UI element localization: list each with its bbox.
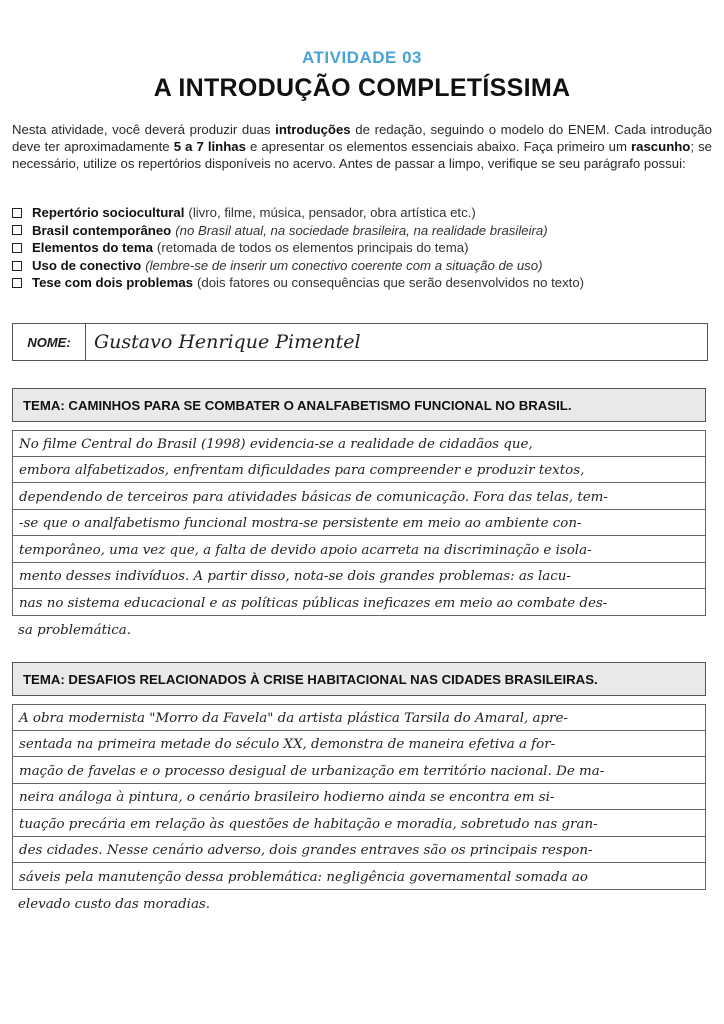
checklist-item-label: Brasil contemporâneo xyxy=(32,222,172,238)
instructions-emphasis: 5 a 7 linhas xyxy=(173,139,246,155)
handwritten-line[interactable]: A obra modernista "Morro da Favela" da artista plástica Tarsila do Amaral, apre- xyxy=(12,704,706,731)
checkbox-icon[interactable] xyxy=(12,261,22,271)
checklist-item-detail: (dois fatores ou consequências que serão desenvolvidos no texto) xyxy=(197,275,585,291)
name-label: NOME: xyxy=(13,324,86,360)
checklist-item-label: Elementos do tema xyxy=(32,240,153,256)
handwritten-line[interactable]: mento desses indivíduos. A partir disso, nota-se dois grandes problemas: as lacu- xyxy=(12,563,706,590)
essay-section-1 xyxy=(12,388,706,642)
checklist-item-detail: (no Brasil atual, na sociedade brasileira, na realidade brasileira) xyxy=(175,222,548,238)
activity-number: ATIVIDADE 03 xyxy=(302,48,422,67)
handwritten-line[interactable]: mação de favelas e o processo desigual de urbanização em território nacional. De ma- xyxy=(12,757,706,784)
checkbox-icon[interactable] xyxy=(12,208,22,218)
checkbox-icon[interactable] xyxy=(12,243,22,253)
checklist-item-detail: (retomada de todos os elementos principais do tema) xyxy=(156,240,469,256)
handwritten-line[interactable]: neira análoga à pintura, o cenário brasileiro hodierno ainda se encontra em si- xyxy=(12,784,706,811)
handwritten-line[interactable]: sentada na primeira metade do século XX, demonstra de maneira efetiva a for- xyxy=(12,731,706,758)
handwritten-line[interactable]: temporâneo, uma vez que, a falta de devido apoio acarreta na discriminação e isola- xyxy=(12,536,706,563)
handwritten-line[interactable]: No filme Central do Brasil (1998) evidencia-se a realidade de cidadãos que, xyxy=(12,430,706,457)
handwritten-line[interactable]: embora alfabetizados, enfrentam dificuldades para compreender e produzir textos, xyxy=(12,457,706,484)
checklist-item xyxy=(12,239,712,257)
requirements-checklist xyxy=(12,204,712,292)
checklist-item-label: Tese com dois problemas xyxy=(32,275,193,291)
handwritten-line[interactable]: tuação precária em relação às questões de habitação e moradia, sobretudo nas gran- xyxy=(12,810,706,837)
name-input[interactable]: Gustavo Henrique Pimentel xyxy=(94,331,361,353)
writing-lines xyxy=(12,430,706,642)
checklist-item-detail: (livro, filme, música, pensador, obra artística etc.) xyxy=(188,205,476,220)
handwritten-line[interactable]: elevado custo das moradias. xyxy=(18,897,211,912)
handwritten-line[interactable]: des cidades. Nesse cenário adverso, dois grandes entraves são os principais respon- xyxy=(12,837,706,864)
instructions-text: Nesta atividade, você deverá produzir duas xyxy=(12,122,276,137)
handwritten-line[interactable]: nas no sistema educacional e as políticas públicas ineficazes em meio ao combate des- xyxy=(12,589,706,616)
handwritten-line[interactable]: -se que o analfabetismo funcional mostra-se persistente em meio ao ambiente con- xyxy=(12,510,706,537)
page-title: A INTRODUÇÃO COMPLETÍSSIMA xyxy=(153,74,571,102)
checklist-item xyxy=(12,257,712,275)
checklist-item xyxy=(12,274,712,292)
instructions-emphasis: rascunho xyxy=(631,139,691,155)
checklist-item xyxy=(12,204,712,222)
instructions-emphasis: introduções xyxy=(275,122,351,137)
checklist-item-detail: (lembre-se de inserir um conectivo coerente com a situação de uso) xyxy=(145,257,543,273)
checkbox-icon[interactable] xyxy=(12,278,22,288)
instructions-text: de redação, seguindo o modelo do ENEM. Cada introdução deve ter aproximadamente xyxy=(12,122,713,155)
checkbox-icon[interactable] xyxy=(12,225,22,235)
essay-theme: TEMA: CAMINHOS PARA SE COMBATER O ANALFABETISMO FUNCIONAL NO BRASIL. xyxy=(12,388,706,422)
essay-theme: TEMA: DESAFIOS RELACIONADOS À CRISE HABITACIONAL NAS CIDADES BRASILEIRAS. xyxy=(12,662,706,696)
checklist-item-label: Uso de conectivo xyxy=(32,257,142,273)
essay-section-2 xyxy=(12,662,706,916)
name-field xyxy=(12,323,708,361)
handwritten-line[interactable]: dependendo de terceiros para atividades básicas de comunicação. Fora das telas, tem- xyxy=(12,483,706,510)
checklist-item xyxy=(12,222,712,240)
instructions-text: e apresentar os elementos essenciais abaixo. Faça primeiro um xyxy=(245,139,631,155)
instructions-paragraph xyxy=(12,121,712,173)
handwritten-line[interactable]: sa problemática. xyxy=(18,623,132,638)
handwritten-line[interactable]: sáveis pela manutenção dessa problemática: negligência governamental somada ao xyxy=(12,863,706,890)
instructions-text: ; se necessário, utilize os repertórios disponíveis no acervo. Antes de passar a limpo, verifique se seu parágrafo possui: xyxy=(12,139,713,172)
writing-lines xyxy=(12,704,706,916)
checklist-item-label: Repertório sociocultural xyxy=(32,205,185,220)
